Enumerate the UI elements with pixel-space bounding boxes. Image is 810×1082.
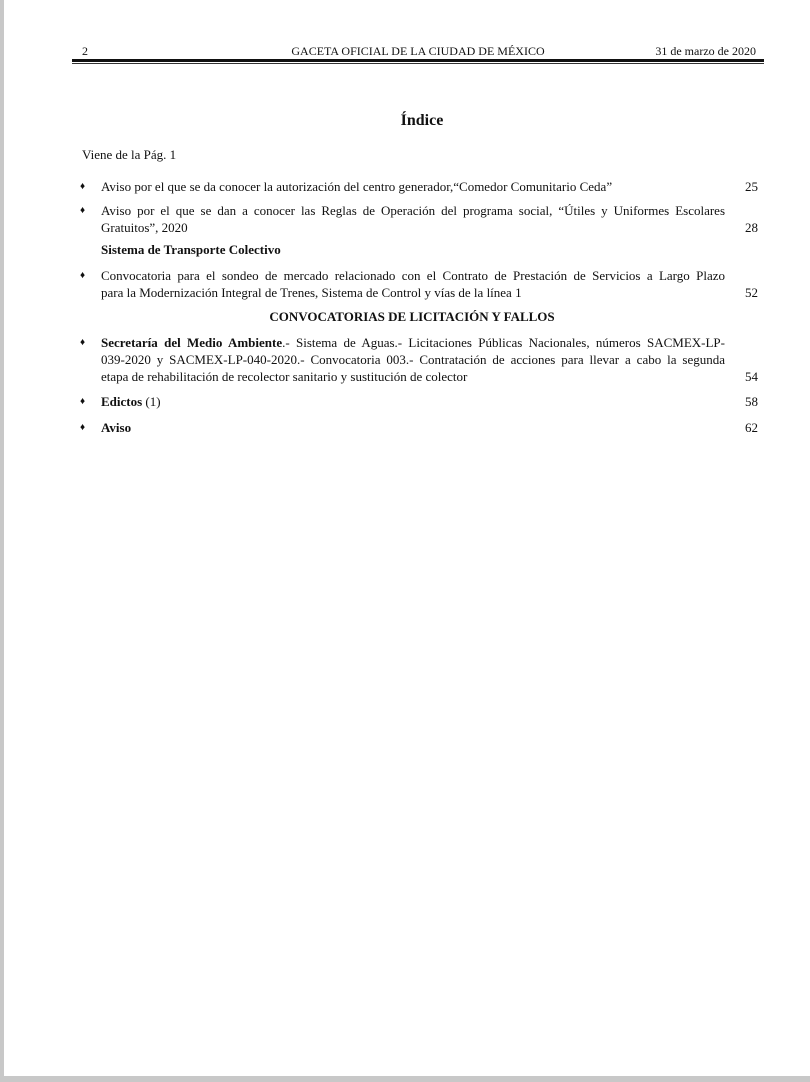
subheading-transporte: Sistema de Transporte Colectivo [101,242,281,257]
entry-text-line: 039-2020 y SACMEX-LP-040-2020.- Convocatoria 003.- Contratación de acciones para llevar a cabo la segunda [101,352,725,367]
header-rule-thin [72,63,764,64]
entry-text-line [101,393,725,410]
entry-bold-label: Secretaría del Medio Ambiente [101,335,283,350]
entry-page: 58 [745,394,758,409]
section-heading-convocatorias: CONVOCATORIAS DE LICITACIÓN Y FALLOS [269,309,555,324]
publication-date: 31 de marzo de 2020 [655,44,756,58]
entry-page: 25 [745,179,758,194]
page-frame-left [0,0,4,1082]
index-title: Índice [400,112,444,129]
entry-page: 28 [745,220,758,235]
diamond-bullet-icon: ♦ [80,422,86,433]
entry-text: (1) [142,394,161,409]
entry-text-line: Gratuitos”, 2020 [101,220,188,235]
entry-text: .- Sistema de Aguas.- Licitaciones Públicas Nacionales, números SACMEX-LP- [282,335,725,350]
page-number: 2 [82,44,88,58]
entry-text-line: etapa de rehabilitación de recolector sanitario y sustitución de colector [101,369,468,384]
entry-text-line [101,334,725,351]
entry-page: 52 [745,285,758,300]
page-frame-bottom [0,1076,810,1082]
diamond-bullet-icon: ♦ [80,270,86,281]
entry-text-line: para la Modernización Integral de Trenes, Sistema de Control y vías de la línea 1 [101,285,522,300]
entry-text: Aviso por el que se da conocer la autorización del centro generador,“Comedor Comunitario Ceda” [101,179,613,194]
diamond-bullet-icon: ♦ [80,205,86,216]
entry-bold-label: Aviso [101,420,132,435]
diamond-bullet-icon: ♦ [80,396,86,407]
publication-title: GACETA OFICIAL DE LA CIUDAD DE MÉXICO [291,44,545,58]
diamond-bullet-icon: ♦ [80,181,86,192]
entry-text-line: Convocatoria para el sondeo de mercado relacionado con el Contrato de Prestación de Servicios a Largo Plazo [101,268,725,283]
header-rule-thick [72,59,764,62]
entry-bold-label: Edictos [101,394,143,409]
entry-text-line: Aviso por el que se dan a conocer las Reglas de Operación del programa social, “Útiles y Uniformes Escolares [101,203,725,218]
diamond-bullet-icon: ♦ [80,337,86,348]
entry-text-line [101,419,725,436]
entry-page: 62 [745,420,758,435]
entry-page: 54 [745,369,758,384]
continued-from-note: Viene de la Pág. 1 [82,147,177,162]
